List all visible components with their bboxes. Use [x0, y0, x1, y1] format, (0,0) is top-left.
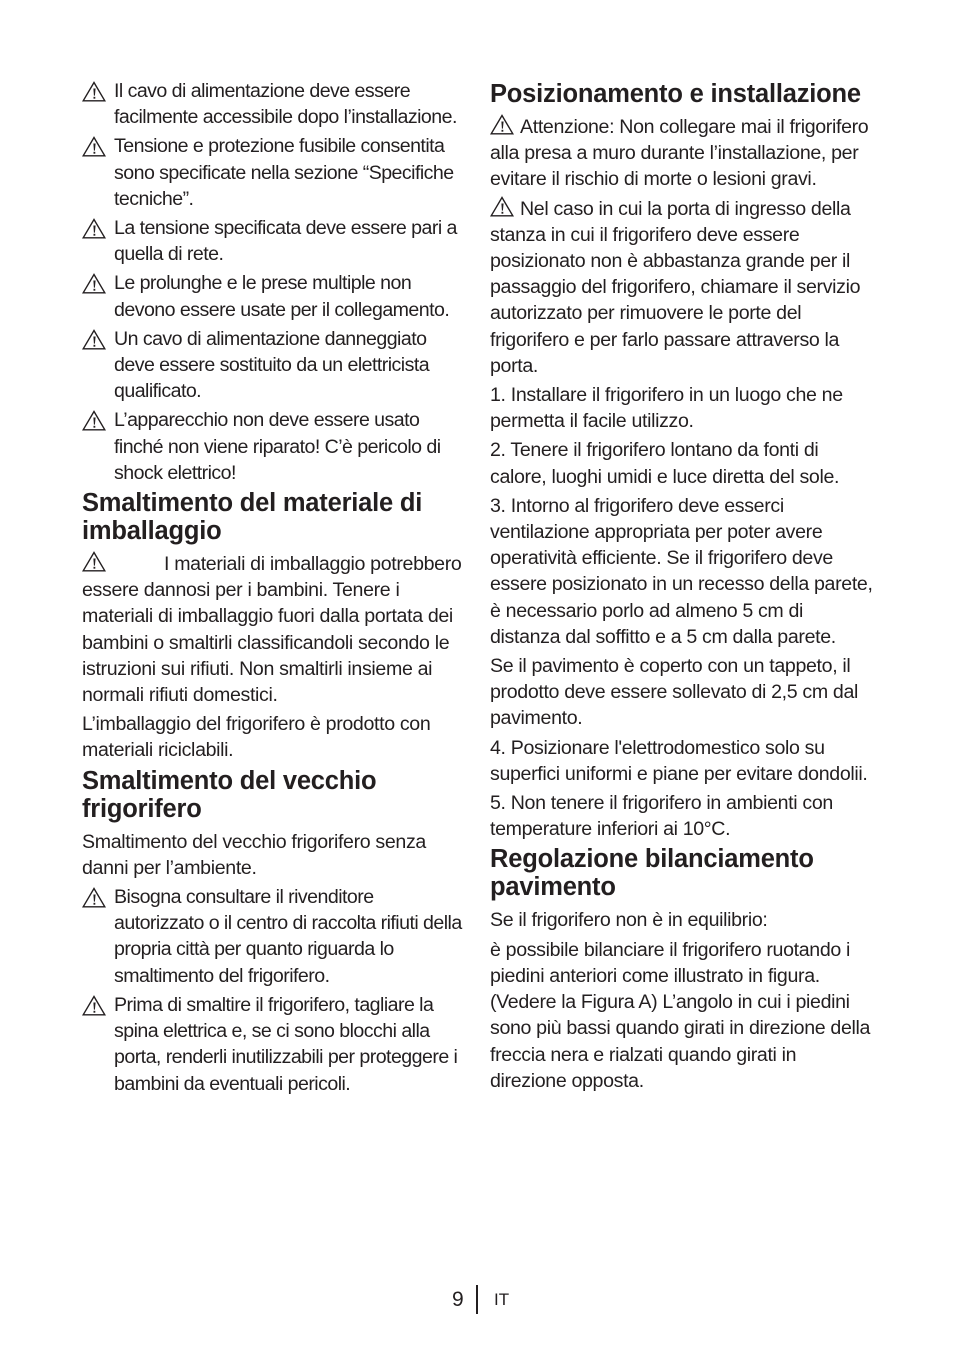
- leveling-paragraph-1: Se il frigorifero non è in equilibrio:: [490, 909, 768, 932]
- left-column: [82, 78, 466, 1100]
- right-column: [490, 78, 876, 1097]
- warning-icon: [82, 81, 106, 102]
- section-heading-leveling: Regolazione bilanciamento pavimento: [490, 845, 814, 902]
- warning-icon: [82, 218, 106, 239]
- packaging-paragraph: L’imballaggio del frigorifero è prodotto con materiali riciclabili.: [82, 713, 431, 762]
- packaging-warning-text: I materiali di imballaggio potrebbero essere dannosi per i bambini. Tenere i materiali di imballaggio fuori dalla portata dei bambini o smaltirli classificandoli secondo le istruzioni sui rifiuti. Non smaltirli insieme ai normali rifiuti domestici.: [82, 553, 462, 707]
- warning-text: Bisogna consultare il rivenditore autorizzato o il centro di raccolta rifiuti della propria città per quanto riguarda lo smaltimento del frigorifero.: [114, 886, 462, 987]
- warning-item: [82, 270, 466, 322]
- warning-item: [82, 884, 466, 989]
- list-item: 3. Intorno al frigorifero deve esserci ventilazione appropriata per poter avere operatività efficiente. Se il frigorifero deve essere posizionato in un recesso della parete, è necessario porlo ad almeno 5 cm di distanza dal soffitto e a 5 cm dalla parete.: [490, 494, 873, 648]
- leveling-paragraph-2: è possibile bilanciare il frigorifero ruotando i piedini anteriori come illustrato in figura. (Vedere la Figura A) L’angolo in cui i piedini sono più bassi quando girati in direzione della freccia nera e rialzati quando girati in direzione opposta.: [490, 938, 871, 1092]
- warning-text: Un cavo di alimentazione danneggiato deve essere sostituito da un elettricista qualificato.: [114, 327, 430, 403]
- warning-icon: [82, 995, 106, 1016]
- warning-item: [82, 992, 466, 1097]
- warning-item: [82, 133, 466, 212]
- warning-icon: [82, 410, 106, 431]
- warning-text: Il cavo di alimentazione deve essere facilmente accessibile dopo l’installazione.: [114, 80, 457, 129]
- warning-text: Nel caso in cui la porta di ingresso della stanza in cui il frigorifero deve essere posizionato non è abbastanza grande per il passaggio del frigorifero, chiamare il servizio autorizzato per rimuovere le porte del frigorifero e per farlo passare attraverso la porta.: [490, 197, 861, 377]
- list-item: 5. Non tenere il frigorifero in ambienti con temperature inferiori ai 10°C.: [490, 792, 833, 841]
- warning-text: Le prolunghe e le prese multiple non devono essere usate per il collegamento.: [114, 272, 450, 321]
- list-item: 4. Posizionare l'elettrodomestico solo su superfici uniformi e piane per evitare dondolii.: [490, 736, 868, 785]
- section-heading-old-fridge: Smaltimento del vecchio frigorifero: [82, 766, 377, 823]
- warning-item: [82, 78, 466, 130]
- section-heading-packaging: Smaltimento del materiale di imballaggio: [82, 489, 423, 546]
- warning-icon: [490, 114, 514, 135]
- footer-divider: [476, 1285, 478, 1314]
- warning-item: [82, 326, 466, 405]
- warning-item: [82, 215, 466, 267]
- positioning-warning-2: [490, 196, 876, 379]
- positioning-warning-1: [490, 114, 876, 193]
- warning-icon: [82, 887, 106, 908]
- warning-icon: [82, 136, 106, 157]
- warning-icon: [82, 273, 106, 294]
- old-fridge-paragraph: Smaltimento del vecchio frigorifero senza danni per l’ambiente.: [82, 830, 426, 879]
- page-number: 9: [452, 1288, 464, 1311]
- list-item: 1. Installare il frigorifero in un luogo che ne permetta il facile utilizzo.: [490, 384, 843, 433]
- warning-text: Tensione e protezione fusibile consentita sono specificate nella sezione “Specifiche tecniche”.: [114, 135, 454, 210]
- list-item: 2. Tenere il frigorifero lontano da fonti di calore, luoghi umidi e luce diretta del sole.: [490, 439, 840, 488]
- warning-item: [82, 407, 466, 486]
- warning-text: La tensione specificata deve essere pari a quella di rete.: [114, 217, 457, 266]
- warning-icon: [490, 196, 514, 217]
- warning-text: Attenzione: Non collegare mai il frigorifero alla presa a muro durante l’installazione, per evitare il rischio di morte o lesioni gravi.: [490, 116, 869, 191]
- warning-icon: [82, 551, 106, 572]
- packaging-warning-paragraph: [82, 551, 466, 708]
- list-item: Se il pavimento è coperto con un tappeto, il prodotto deve essere sollevato di 2,5 cm dal pavimento.: [490, 655, 858, 730]
- warning-text: Prima di smaltire il frigorifero, tagliare la spina elettrica e, se ci sono blocchi alla porta, renderli inutilizzabili per proteggere i bambini da eventuali pericoli.: [114, 993, 458, 1095]
- section-heading-positioning: Posizionamento e installazione: [490, 80, 861, 108]
- warning-text: L’apparecchio non deve essere usato finché non viene riparato! C’è pericolo di shock elettrico!: [114, 409, 441, 484]
- language-code: IT: [494, 1290, 510, 1309]
- warning-icon: [82, 329, 106, 350]
